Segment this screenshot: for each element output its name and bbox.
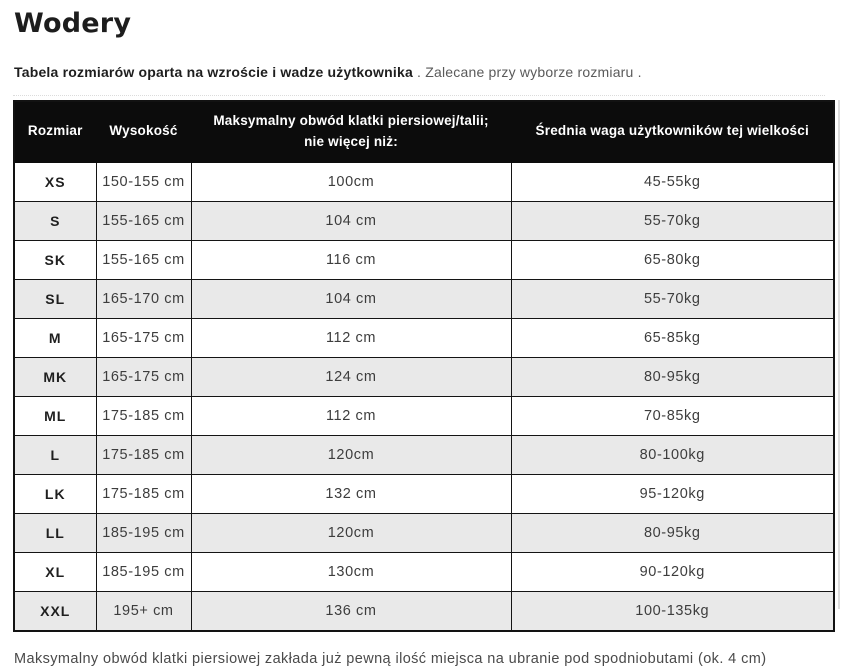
height-cell: 155-165 cm	[96, 201, 191, 240]
table-row	[14, 474, 834, 513]
height-cell: 150-155 cm	[96, 162, 191, 201]
weight-cell: 45-55kg	[511, 162, 834, 201]
weight-cell: 55-70kg	[511, 279, 834, 318]
weight-cell: 70-85kg	[511, 396, 834, 435]
weight-cell: 65-80kg	[511, 240, 834, 279]
height-cell: 175-185 cm	[96, 396, 191, 435]
size-cell: MK	[14, 357, 96, 396]
chest-cell: 132 cm	[191, 474, 511, 513]
table-description-bold: Tabela rozmiarów oparta na wzroście i wadze użytkownika	[14, 64, 413, 80]
height-cell: 165-175 cm	[96, 357, 191, 396]
size-cell: SL	[14, 279, 96, 318]
chest-cell: 104 cm	[191, 279, 511, 318]
height-cell: 175-185 cm	[96, 474, 191, 513]
table-row	[14, 240, 834, 279]
weight-cell: 80-95kg	[511, 357, 834, 396]
size-cell: ML	[14, 396, 96, 435]
chest-cell: 136 cm	[191, 591, 511, 631]
height-cell: 165-175 cm	[96, 318, 191, 357]
size-cell: SK	[14, 240, 96, 279]
table-row	[14, 435, 834, 474]
height-cell: 185-195 cm	[96, 513, 191, 552]
size-cell: LK	[14, 474, 96, 513]
size-cell: M	[14, 318, 96, 357]
chest-cell: 124 cm	[191, 357, 511, 396]
table-row	[14, 513, 834, 552]
chest-cell: 104 cm	[191, 201, 511, 240]
table-description-rest: . Zalecane przy wyborze rozmiaru .	[412, 64, 642, 80]
table-header-row	[14, 101, 834, 162]
chest-cell: 112 cm	[191, 318, 511, 357]
size-cell: S	[14, 201, 96, 240]
table-description	[14, 62, 845, 82]
size-cell: L	[14, 435, 96, 474]
weight-cell: 65-85kg	[511, 318, 834, 357]
table-row	[14, 396, 834, 435]
weight-cell: 80-100kg	[511, 435, 834, 474]
weight-cell: 90-120kg	[511, 552, 834, 591]
divider	[13, 95, 825, 96]
column-header-chest	[191, 101, 511, 162]
table-row	[14, 318, 834, 357]
weight-cell: 100-135kg	[511, 591, 834, 631]
height-cell: 195+ cm	[96, 591, 191, 631]
table-row	[14, 552, 834, 591]
height-cell: 175-185 cm	[96, 435, 191, 474]
table-row	[14, 591, 834, 631]
footnote: Maksymalny obwód klatki piersiowej zakłada już pewną ilość miejsca na ubranie pod spodniobutami (ok. 4 cm)	[14, 650, 767, 667]
height-cell: 185-195 cm	[96, 552, 191, 591]
chest-cell: 120cm	[191, 513, 511, 552]
column-header-height: Wysokość	[96, 101, 191, 162]
size-cell: XS	[14, 162, 96, 201]
size-cell: LL	[14, 513, 96, 552]
table-row	[14, 279, 834, 318]
height-cell: 165-170 cm	[96, 279, 191, 318]
weight-cell: 80-95kg	[511, 513, 834, 552]
table-row	[14, 201, 834, 240]
table-row	[14, 357, 834, 396]
weight-cell: 55-70kg	[511, 201, 834, 240]
page-title: Wodery	[14, 8, 132, 39]
height-cell: 155-165 cm	[96, 240, 191, 279]
chest-cell: 112 cm	[191, 396, 511, 435]
size-table	[13, 100, 835, 632]
column-header-weight: Średnia waga użytkowników tej wielkości	[511, 101, 834, 162]
column-header-size: Rozmiar	[14, 101, 96, 162]
weight-cell: 95-120kg	[511, 474, 834, 513]
chest-cell: 116 cm	[191, 240, 511, 279]
table-container-edge	[838, 100, 840, 609]
chest-cell: 120cm	[191, 435, 511, 474]
chest-cell: 130cm	[191, 552, 511, 591]
column-header-chest-line2: nie więcej niż:	[304, 133, 398, 149]
chest-cell: 100cm	[191, 162, 511, 201]
table-row	[14, 162, 834, 201]
size-cell: XXL	[14, 591, 96, 631]
size-cell: XL	[14, 552, 96, 591]
column-header-chest-line1: Maksymalny obwód klatki piersiowej/talii;	[213, 113, 489, 128]
